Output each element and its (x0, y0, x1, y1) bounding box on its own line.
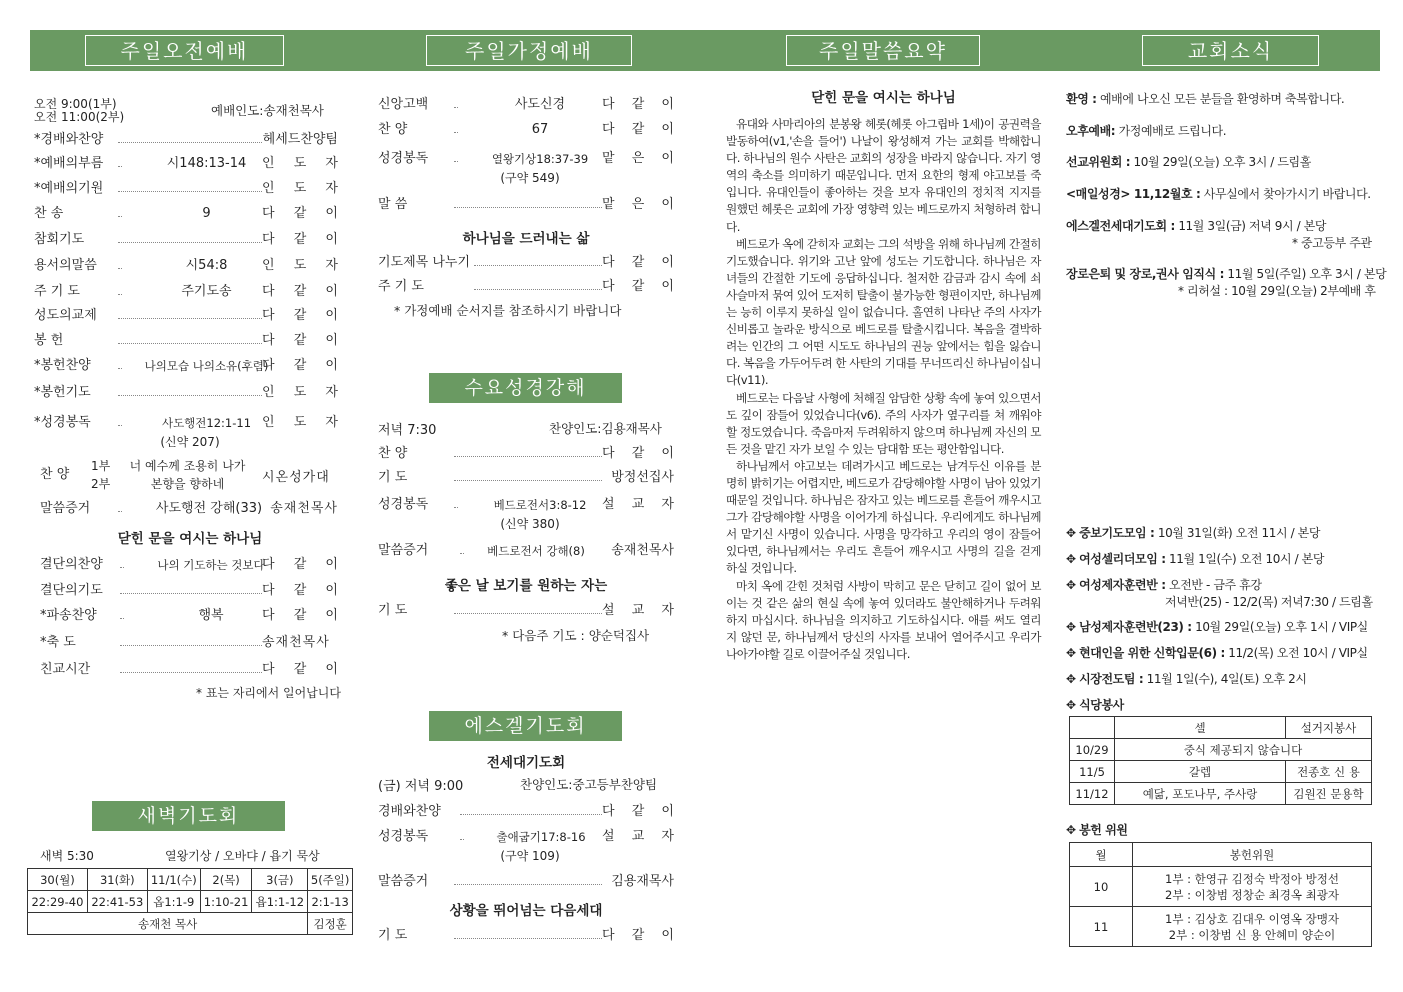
order-key: *봉헌기도 (34, 385, 91, 400)
ezek-scripture-sub: (구약 109) (500, 849, 560, 863)
news-ord-note: * 리허설 : 10월 29일(오늘) 2부예배 후 (1178, 284, 1376, 298)
meal-cell: 예닮, 포도나무, 주사랑 (1115, 783, 1286, 805)
ezek-leader: 찬양인도:중고등부찬양팀 (520, 777, 658, 792)
off-members-1: 1부 : 김상호 김대우 이영옥 장맹자 (1165, 911, 1339, 926)
clover-icon: ✥ (1066, 526, 1080, 540)
morning-stand-note: * 표는 자리에서 일어납니다 (196, 686, 341, 700)
order-content: 9 (122, 205, 291, 223)
offering-table (1069, 842, 1372, 947)
clover-icon: ✥ (1066, 552, 1080, 566)
order-row (378, 469, 674, 487)
order-key: 참회기도 (34, 232, 85, 247)
order-key: 찬 양 (378, 122, 408, 137)
order-row (378, 927, 674, 945)
order-key: *예배의부름 (34, 156, 104, 171)
leader-dots (460, 814, 602, 815)
clover-icon: ✥ (1066, 646, 1080, 660)
header-sermon-summary: 주일말씀요약 (786, 35, 980, 66)
order-key: 결단의찬양 (40, 557, 103, 572)
order-row (378, 803, 674, 821)
meal-date: 11/5 (1070, 761, 1115, 783)
dawn-desc: 열왕기상 / 오바댜 / 욥기 묵상 (165, 849, 320, 863)
order-row (40, 607, 338, 625)
choir-song-1: 너 예수께 조용히 나가 (129, 459, 246, 473)
dawn-leader-2: 김정훈 (308, 913, 353, 935)
news-item-4: <매일성경> 11,12월호 : 사무실에서 찾아가시기 바랍니다. (1066, 187, 1371, 201)
meal-title: ✥ 식당봉사 (1066, 698, 1124, 712)
dawn-day: 31(화) (87, 869, 147, 891)
women-evening-sub: 저녁반(25) - 12/2(목) 저녁7:30 / 드림홀 (1165, 595, 1373, 609)
order-row (34, 414, 338, 432)
ezek-sermon-title: 상황을 뛰어넘는 다음세대 (449, 903, 603, 919)
order-person: 다 같 이 (262, 284, 338, 299)
order-key: 성경봉독 (378, 497, 429, 512)
summary-para-2: 베드로가 옥에 갇히자 교회는 그의 석방을 위해 하나님께 간절히 기도했습니다. 위기와 고난 앞에 성도는 기도합니다. 하나님은 자녀들의 간절한 기도에 응답하십니다. 철저한 감금과 감시 속에 쇠사슬마저 묶여 있어 도저히 탈출이 불가능한 형편이지만, 하나님께는 능히 이루지 못하실 일이 없습니다. 홀연히 나타난 주의 사자가 신비롭고 놀라운 방식으로 베드로를 탈출시킵니다. 복음을 결박하려는 인간의 그 어떤 시도도 하나님의 권능 앞에서는 힘을 잃습니다. 복음을 가두어두려 한 사탄의 기대를 무너뜨리신 하나님이십니다(v11). (726, 236, 1041, 388)
order-key: 기 도 (378, 470, 408, 485)
order-key: 말 씀 (378, 197, 408, 212)
order-key: 주 기 도 (378, 279, 424, 294)
order-content: 67 (458, 121, 622, 139)
order-person: 인 도 자 (262, 415, 338, 430)
order-row (378, 828, 674, 846)
choir-part-1: 1부 (91, 459, 111, 473)
news-item-6: 장로은퇴 및 장로,권사 임직식 : 11월 5일(주일) 오후 3시 / 본당 (1066, 267, 1387, 281)
leader-dots (118, 395, 262, 396)
order-content: 베드로전서 강해(8) (464, 542, 608, 560)
leader-dots (454, 613, 602, 614)
order-row (378, 196, 674, 214)
summary-para-4: 하나님께서 야고보는 데려가시고 베드로는 남겨두신 이유를 분명히 밝히기는 어렵지만, 베드로가 감당해야할 사명이 남아 있었기 때문일 것입니다. 하나님은 잠자고 있는 베드로를 흔들어 깨우시고 그가 감당해야할 사명을 이어가게 하십니다. 우리에게도 하나님께서 맡기신 사명이 있습니다. 사명을 망각하고 우리의 영이 잠들어 있다면, 하나님께서는 우리도 흔들어 깨우시고 사명의 길을 걷게 하실 것입니다. (726, 458, 1041, 576)
off-head-month: 월 (1070, 843, 1133, 867)
order-content: 시54:8 (122, 257, 291, 275)
order-person: 맡 은 이 (602, 197, 674, 212)
home-scripture-sub: (구약 549) (500, 171, 560, 185)
wed-leader: 찬양인도:김용재목사 (549, 421, 662, 436)
news-item-1: 환영 : 예배에 나오신 모든 분들을 환영하며 축복합니다. (1066, 92, 1345, 106)
order-row (378, 602, 674, 620)
order-person: 다 같 이 (262, 583, 338, 598)
order-row (34, 180, 338, 198)
news-ezek-note: * 중고등부 주관 (1292, 236, 1372, 250)
meal-date: 10/29 (1070, 739, 1115, 761)
dawn-text: 22:41-53 (87, 891, 147, 913)
morning-sermon-title: 닫힌 문을 여시는 하나님 (117, 531, 263, 547)
home-title: 하나님을 드러내는 삶 (462, 231, 590, 247)
dawn-day: 11/1(수) (147, 869, 200, 891)
clover-icon: ✥ (1066, 698, 1080, 712)
order-key: 결단의기도 (40, 583, 103, 598)
summary-para-1: 유대와 사마리아의 분봉왕 헤롯(헤롯 아그립바 1세)이 공권력을 발동하여(v1,'손을 들어') 나날이 왕성해져 가는 교회를 박해합니다. 하나님의 원수 사탄은 교회의 성장을 바라지 않습니다. 자기 영역의 축소를 의미하기 때문입니다. 먼저 요한의 형제 야고보를 죽입니다. 유대인들이 좋아하는 것을 보자 유대인의 정치적 지지를 원했던 헤롯은 교회에 가장 영향력 있는 베드로까지 처형하려 합니다. (726, 117, 1041, 234)
order-row (34, 205, 338, 223)
leader-dots (454, 456, 602, 457)
leader-dots (474, 289, 602, 290)
summary-text (726, 116, 1041, 663)
summary-para-3: 베드로는 다음날 사형에 처해질 암담한 상황 속에 놓여 있으면서도 깊이 잠들어 있었습니다(v6). 주의 사자가 옆구리를 쳐 깨워야할 정도였습니다. 죽음마저 두려워하지 않으며 하나님께 자신의 모든 것을 맡긴 자가 보일 수 있는 담대함 또는 평안함입니다. (726, 390, 1041, 456)
wed-sermon-title: 좋은 날 보기를 원하는 자는 (444, 578, 608, 594)
leader-dots (454, 207, 602, 208)
leader-dots (474, 265, 602, 266)
order-key: 주 기 도 (34, 284, 80, 299)
news-item-5: 에스겔전세대기도회 : 11월 3일(금) 저녁 9시 / 본당 (1066, 219, 1327, 233)
order-key: 용서의말씀 (34, 258, 97, 273)
order-row (34, 384, 338, 402)
order-person: 다 같 이 (262, 232, 338, 247)
dawn-time: 새벽 5:30 (40, 849, 94, 863)
order-person: 인 도 자 (262, 156, 338, 171)
summary-para-5: 마치 옥에 갇힌 것처럼 사방이 막히고 문은 닫히고 길이 없어 보이는 것 같은 삶의 현실 속에 놓여 있더라도 불안해하거나 두려워하지 마십시다. 하나님을 의지하고 기도하십시다. 애를 써도 열리지 않던 문, 하나님께서 당신의 사자를 보내어 열어주시고 우리가 나아가야할 길로 이끌어주실 것입니다. (726, 578, 1041, 661)
order-person: 김용재목사 (611, 874, 674, 889)
order-person: 다 같 이 (262, 608, 338, 623)
order-person: 다 같 이 (262, 557, 338, 572)
meeting-item: ✥ 시장전도팀 : 11월 1일(수), 4일(토) 오후 2시 (1066, 672, 1307, 686)
dawn-day: 2(목) (200, 869, 252, 891)
dawn-text: 욥1:1-12 (252, 891, 308, 913)
order-content: 주기도송 (122, 283, 291, 301)
leader-dots (120, 645, 262, 646)
order-content: 나의모습 나의소유(후렴) (122, 357, 291, 375)
order-key: 성도의교제 (34, 308, 97, 323)
order-row (34, 131, 338, 149)
leader-dots (454, 884, 602, 885)
order-row (40, 582, 338, 600)
order-key: 기 도 (378, 603, 408, 618)
order-key: 경배와찬양 (378, 804, 441, 819)
leader-dots (118, 142, 262, 143)
order-key: *파송찬양 (40, 608, 97, 623)
clover-icon: ✥ (1066, 823, 1080, 837)
order-row (378, 278, 674, 296)
order-key: *경배와찬양 (34, 132, 104, 147)
header-church-news: 교회소식 (1142, 35, 1319, 66)
choir-name: 시온성가대 (262, 470, 330, 485)
order-person: 인 도 자 (262, 181, 338, 196)
order-key: *봉헌찬양 (34, 358, 91, 373)
order-content: 열왕기상18:37-39 (458, 150, 622, 168)
dawn-text: 옵1:1-9 (147, 891, 200, 913)
dawn-day: 3(금) (252, 869, 308, 891)
meeting-item: ✥ 남성제자훈련반(23) : 10월 29일(오늘) 오후 1시 / VIP실 (1066, 620, 1368, 634)
order-person: 다 같 이 (602, 928, 674, 943)
order-person: 다 같 이 (602, 255, 674, 270)
order-row (378, 121, 674, 139)
meal-cell: 중식 제공되지 않습니다 (1115, 739, 1372, 761)
meeting-item: ✥ 현대인을 위한 신학입문(6) : 11/2(목) 오전 10시 / VIP실 (1066, 646, 1368, 660)
choir-key: 찬 양 (40, 467, 70, 482)
dawn-table (27, 868, 353, 935)
order-person: 송재천목사 (611, 543, 674, 558)
order-content: 사도신경 (458, 96, 622, 114)
order-person: 송재천목사 (262, 635, 330, 650)
order-person: 송재천목사 (270, 501, 338, 516)
order-person: 다 같 이 (262, 308, 338, 323)
order-person: 설 교 자 (602, 603, 674, 618)
wed-time: 저녁 7:30 (378, 423, 437, 438)
order-row (378, 96, 674, 114)
order-row (40, 634, 338, 652)
order-row (378, 496, 674, 514)
summary-title: 닫힌 문을 여시는 하나님 (811, 90, 956, 106)
dawn-text: 2:1-13 (308, 891, 353, 913)
meal-dish: 김원진 문용학 (1286, 783, 1372, 805)
off-month: 10 (1070, 867, 1133, 907)
order-key: 말씀증거 (40, 501, 91, 516)
order-row (34, 155, 338, 173)
order-key: 봉 헌 (34, 333, 64, 348)
order-person: 설 교 자 (602, 829, 674, 844)
choir-song-2: 본향을 향하네 (150, 477, 225, 491)
order-person: 다 같 이 (262, 333, 338, 348)
dawn-prayer-title: 새벽기도회 (92, 801, 285, 831)
order-key: 성경봉독 (378, 829, 429, 844)
order-row (378, 150, 674, 168)
order-person: 다 같 이 (262, 206, 338, 221)
offering-title: ✥ 봉헌 위원 (1066, 823, 1128, 837)
order-person: 인 도 자 (262, 258, 338, 273)
leader-dots (120, 593, 262, 594)
order-key: 성경봉독 (378, 151, 429, 166)
meal-table (1069, 716, 1372, 805)
order-person: 다 같 이 (602, 279, 674, 294)
order-key: *성경봉독 (34, 415, 91, 430)
order-person: 다 같 이 (262, 662, 338, 677)
meal-head-date (1070, 717, 1115, 739)
dawn-text: 1:10-21 (200, 891, 252, 913)
leader-dots (120, 672, 262, 673)
order-content: 베드로전서3:8-12 (458, 496, 622, 514)
off-members-1: 1부 : 한영규 김정숙 박정아 방정선 (1165, 871, 1339, 886)
meal-head-cell: 셀 (1115, 717, 1286, 739)
order-person: 다 같 이 (602, 804, 674, 819)
dawn-day: 5(주일) (308, 869, 353, 891)
meal-cell: 갈렙 (1115, 761, 1286, 783)
off-head-members: 봉헌위원 (1133, 843, 1372, 867)
order-key: 찬 송 (34, 206, 64, 221)
order-key: *예배의기원 (34, 181, 104, 196)
off-month: 11 (1070, 907, 1133, 947)
news-item-3: 선교위원회 : 10월 29일(오늘) 오후 3시 / 드림홀 (1066, 155, 1311, 169)
order-row (34, 307, 338, 325)
meal-date: 11/12 (1070, 783, 1115, 805)
order-content: 행복 (124, 607, 298, 625)
order-key: 친교시간 (40, 662, 91, 677)
order-key: *축 도 (40, 635, 76, 650)
order-row (34, 257, 338, 275)
leader-dots (118, 191, 262, 192)
clover-icon: ✥ (1066, 672, 1080, 686)
order-content: 출애굽기17:8-16 (464, 828, 618, 846)
order-row (378, 542, 674, 560)
leader-dots (454, 480, 602, 481)
header-morning-worship: 주일오전예배 (85, 35, 284, 66)
news-item-2: 오후예배: 가정예배로 드립니다. (1066, 124, 1227, 138)
order-person: 인 도 자 (262, 385, 338, 400)
ezek-title: 에스겔기도회 (429, 711, 622, 741)
dawn-text: 22:29-40 (28, 891, 88, 913)
order-row (40, 556, 338, 574)
order-row (40, 500, 338, 518)
leader-dots (118, 242, 262, 243)
order-row (34, 332, 338, 350)
off-members-2: 2부 : 이창범 신 용 안혜미 양순이 (1168, 927, 1336, 942)
dawn-leader-1: 송재천 목사 (28, 913, 308, 935)
order-content: 사도행전 강해(33) (122, 500, 296, 518)
wed-title: 수요성경강해 (429, 373, 622, 403)
meal-head-dish: 설거지봉사 (1286, 717, 1372, 739)
order-row (378, 445, 674, 463)
clover-icon: ✥ (1066, 620, 1080, 634)
order-person: 설 교 자 (602, 497, 674, 512)
meeting-item: ✥ 여성셀리더모임 : 11월 1일(수) 오전 10시 / 본당 (1066, 552, 1325, 566)
leader-dots (454, 938, 602, 939)
wed-note: * 다음주 기도 : 양순덕집사 (502, 628, 650, 643)
ezek-time: (금) 저녁 9:00 (378, 779, 464, 794)
order-row (34, 283, 338, 301)
morning-scripture-sub: (신약 207) (160, 435, 220, 449)
ezek-subtitle: 전세대기도회 (486, 755, 566, 771)
wed-scripture-sub: (신약 380) (500, 517, 560, 531)
order-key: 말씀증거 (378, 874, 429, 889)
order-row (34, 357, 338, 375)
order-row (40, 661, 338, 679)
choir-part-2: 2부 (91, 477, 111, 491)
clover-icon: ✥ (1066, 578, 1080, 592)
order-row (34, 231, 338, 249)
meal-dish: 전종호 신 용 (1286, 761, 1372, 783)
meeting-item: ✥ 중보기도모임 : 10월 31일(화) 오전 11시 / 본당 (1066, 526, 1321, 540)
order-person: 맡 은 이 (602, 151, 674, 166)
leader-dots (118, 343, 262, 344)
home-note: * 가정예배 순서지를 참조하시기 바랍니다 (394, 303, 622, 318)
order-content: 사도행전12:1-11 (122, 414, 291, 432)
order-person: 다 같 이 (602, 446, 674, 461)
order-key: 기 도 (378, 928, 408, 943)
order-key: 말씀증거 (378, 543, 429, 558)
off-members-2: 2부 : 이창범 정창순 최경옥 최광자 (1165, 887, 1339, 902)
order-person: 다 같 이 (602, 122, 674, 137)
order-person: 다 같 이 (262, 358, 338, 373)
meeting-item: ✥ 여성제자훈련반 : 오전반 - 금주 휴강 (1066, 578, 1262, 592)
morning-leader: 예배인도:송재천목사 (211, 103, 324, 118)
order-key: 찬 양 (378, 446, 408, 461)
order-content: 나의 기도하는 것보다 (124, 556, 298, 574)
order-person: 방정선집사 (611, 470, 674, 485)
order-person: 헤세드찬양팀 (262, 132, 338, 147)
order-person: 다 같 이 (602, 97, 674, 112)
leader-dots (118, 318, 262, 319)
dawn-day: 30(월) (28, 869, 88, 891)
morning-time-1: 오전 9:00(1부) (34, 97, 117, 111)
order-row (378, 873, 674, 891)
morning-time-2: 오전 11:00(2부) (34, 110, 125, 124)
header-home-worship: 주일가정예배 (426, 35, 632, 66)
order-key: 기도제목 나누기 (378, 255, 471, 270)
order-key: 신앙고백 (378, 97, 429, 112)
order-content: 시148:13-14 (122, 155, 291, 173)
order-row (378, 254, 674, 272)
